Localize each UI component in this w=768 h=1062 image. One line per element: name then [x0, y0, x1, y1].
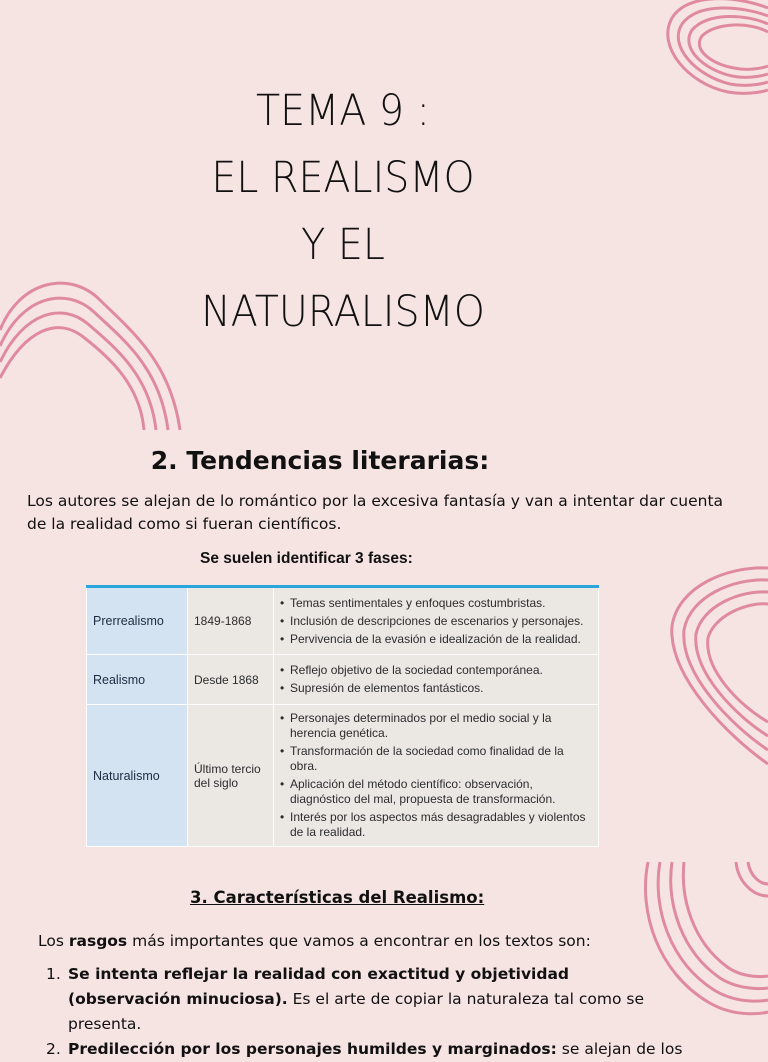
traits-lead: [38, 932, 591, 950]
title-line-4: NATURALISMO: [201, 287, 485, 337]
phase-date: Desde 1868: [188, 655, 274, 705]
list-number: 1.: [46, 965, 61, 983]
decorative-loop-right: [668, 566, 768, 766]
phase-name: Prerrealismo: [87, 587, 188, 655]
page-title: [0, 78, 686, 346]
trait-bold: Se intenta reflejar la realidad con exactitud y objetividad (observación minuciosa).: [68, 965, 570, 1008]
list-item: • Transformación de la sociedad como finalidad de la obra.: [280, 744, 592, 774]
phase-features: [274, 655, 599, 705]
list-item: • Inclusión de descripciones de escenarios y personajes.: [280, 614, 592, 629]
lead-text: Los: [38, 932, 69, 950]
lead-text-end: más importantes que vamos a encontrar en los textos son:: [127, 932, 591, 950]
title-line-2: EL REALISMO: [211, 153, 475, 203]
lead-bold: rasgos: [68, 932, 128, 950]
list-item: • Reflejo objetivo de la sociedad contemporánea.: [280, 663, 592, 678]
traits-list: [46, 962, 686, 1062]
list-item: • Interés por los aspectos más desagradables y violentos de la realidad.: [280, 810, 592, 840]
phase-features: [274, 705, 599, 847]
list-item: • Aplicación del método científico: observación, diagnóstico del mal, propuesta de transformación.: [280, 777, 592, 807]
list-item: • Temas sentimentales y enfoques costumbristas.: [280, 596, 592, 611]
list-item: • Pervivencia de la evasión e idealización de la realidad.: [280, 632, 592, 647]
phase-name: Realismo: [87, 655, 188, 705]
list-item: [46, 1037, 686, 1062]
trait-text: Es el arte de copiar la naturaleza tal como se presenta.: [68, 990, 645, 1033]
list-number: 2.: [46, 1040, 61, 1058]
title-line-3: Y EL: [301, 220, 385, 270]
trait-bold: Predilección por los personajes humildes y marginados:: [68, 1040, 557, 1058]
section-heading-tendencias: 2. Tendencias literarias:: [150, 446, 490, 475]
phase-name: Naturalismo: [87, 705, 188, 847]
phases-label: Se suelen identificar 3 fases:: [200, 550, 413, 567]
list-item: • Personajes determinados por el medio social y la herencia genética.: [280, 711, 592, 741]
intro-paragraph: Los autores se alejan de lo romántico por la excesiva fantasía y van a intentar dar cuenta de la realidad como si fueran científicos.: [27, 492, 724, 533]
phase-features: [274, 587, 599, 655]
phase-date: 1849-1868: [188, 587, 274, 655]
list-item: • Supresión de elementos fantásticos.: [280, 681, 592, 696]
phase-date: Último tercio del siglo: [188, 705, 274, 847]
table-row: [87, 587, 599, 655]
table-row: [87, 655, 599, 705]
table-row: [87, 705, 599, 847]
phases-table: [86, 585, 599, 847]
title-line-1: TEMA 9 :: [255, 86, 430, 136]
trait-text: se alejan de los: [556, 1040, 683, 1058]
section-heading-caracteristicas: 3. Características del Realismo:: [190, 888, 485, 907]
list-item: [46, 962, 686, 1037]
